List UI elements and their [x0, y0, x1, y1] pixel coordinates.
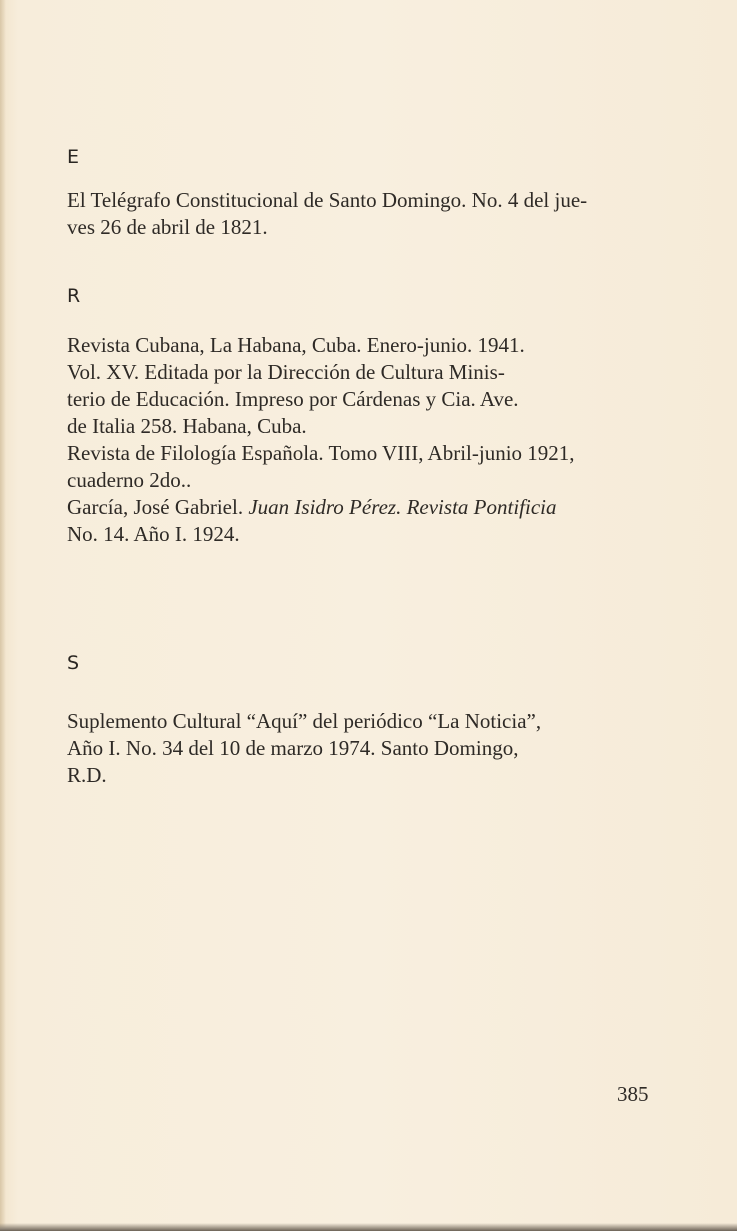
bibliography-entry-revista-cubana	[67, 332, 737, 440]
entry-line	[67, 494, 737, 521]
entry-title-italic: Juan Isidro Pérez. Revista Pontificia	[248, 495, 557, 519]
bibliography-entry-garcia	[67, 494, 737, 548]
entry-continuation: ves 26 de abril de 1821.	[67, 215, 268, 239]
bibliography-entry-revista-filologia	[67, 440, 737, 494]
section-letter-s: S	[67, 652, 80, 674]
bibliography-entry-telegrafo	[67, 187, 737, 241]
entry-line: Revista de Filología Española. Tomo VIII, Abril-junio 1921,	[67, 441, 575, 465]
entry-continuation: Año I. No. 34 del 10 de marzo 1974. Santo Domingo,	[67, 736, 519, 760]
entry-continuation: de Italia 258. Habana, Cuba.	[67, 414, 307, 438]
entry-continuation: No. 14. Año I. 1924.	[67, 522, 240, 546]
entry-line: Revista Cubana, La Habana, Cuba. Enero-junio. 1941.	[67, 333, 525, 357]
section-letter-e: E	[67, 146, 80, 168]
section-letter-r: R	[67, 285, 81, 307]
bibliography-entry-suplemento	[67, 708, 737, 789]
entry-continuation: Vol. XV. Editada por la Dirección de Cultura Minis-	[67, 360, 505, 384]
entry-continuation: R.D.	[67, 763, 107, 787]
page-number: 385	[617, 1082, 649, 1106]
entry-line: El Telégrafo Constitucional de Santo Domingo. No. 4 del jue-	[67, 188, 588, 212]
entry-continuation: cuaderno 2do..	[67, 468, 192, 492]
page-bottom-edge	[0, 1223, 737, 1231]
entry-line: Suplemento Cultural “Aquí” del periódico “La Noticia”,	[67, 709, 542, 733]
entry-continuation: terio de Educación. Impreso por Cárdenas y Cia. Ave.	[67, 387, 519, 411]
page-left-edge	[0, 0, 6, 1231]
entry-author: García, José Gabriel.	[67, 495, 244, 519]
